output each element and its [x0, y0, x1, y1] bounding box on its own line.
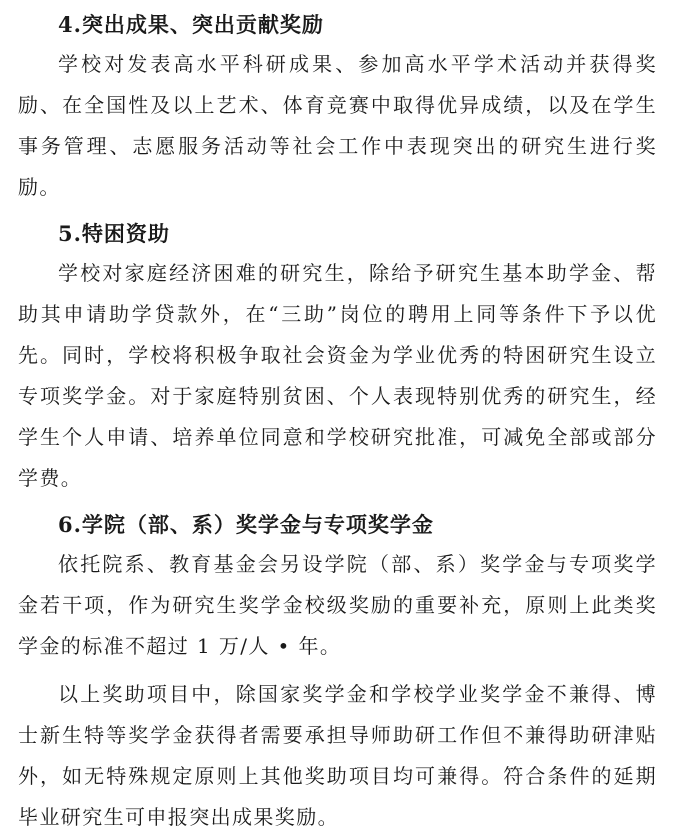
section-paragraph-college-scholarship: 依托院系、教育基金会另设学院（部、系）奖学金与专项奖学金若干项，作为研究生奖学金校级奖励的重要补充，原则上此类奖学金的标准不超过 1 万/人 • 年。 — [18, 552, 657, 658]
closing-paragraph: 以上奖助项目中，除国家奖学金和学校学业奖学金不兼得、博士新生特等奖学金获得者需要承担导师助研工作但不兼得助研津贴外，如无特殊规定原则上其他奖助项目均可兼得。符合条件的延期毕业研究生可申报突出成果奖励。 — [18, 682, 657, 829]
section-paragraph-outstanding-achievement-award: 学校对发表高水平科研成果、参加高水平学术活动并获得奖励、在全国性及以上艺术、体育竞赛中取得优异成绩，以及在学生事务管理、志愿服务活动等社会工作中表现突出的研究生进行奖励。 — [18, 52, 657, 199]
section-heading-college-scholarship: 6.学院（部、系）奖学金与专项奖学金 — [58, 512, 434, 537]
section-heading-hardship-aid: 5.特困资助 — [58, 221, 170, 246]
section-paragraph-hardship-aid: 学校对家庭经济困难的研究生，除给予研究生基本助学金、帮助其申请助学贷款外，在“三助”岗位的聘用上同等条件下予以优先。同时，学校将积极争取社会资金为学业优秀的特困研究生设立专项奖学金。对于家庭特别贫困、个人表现特别优秀的研究生，经学生个人申请、培养单位同意和学校研究批准，可减免全部或部分学费。 — [18, 261, 657, 490]
section-heading-outstanding-achievement-award: 4.突出成果、突出贡献奖励 — [58, 12, 324, 37]
